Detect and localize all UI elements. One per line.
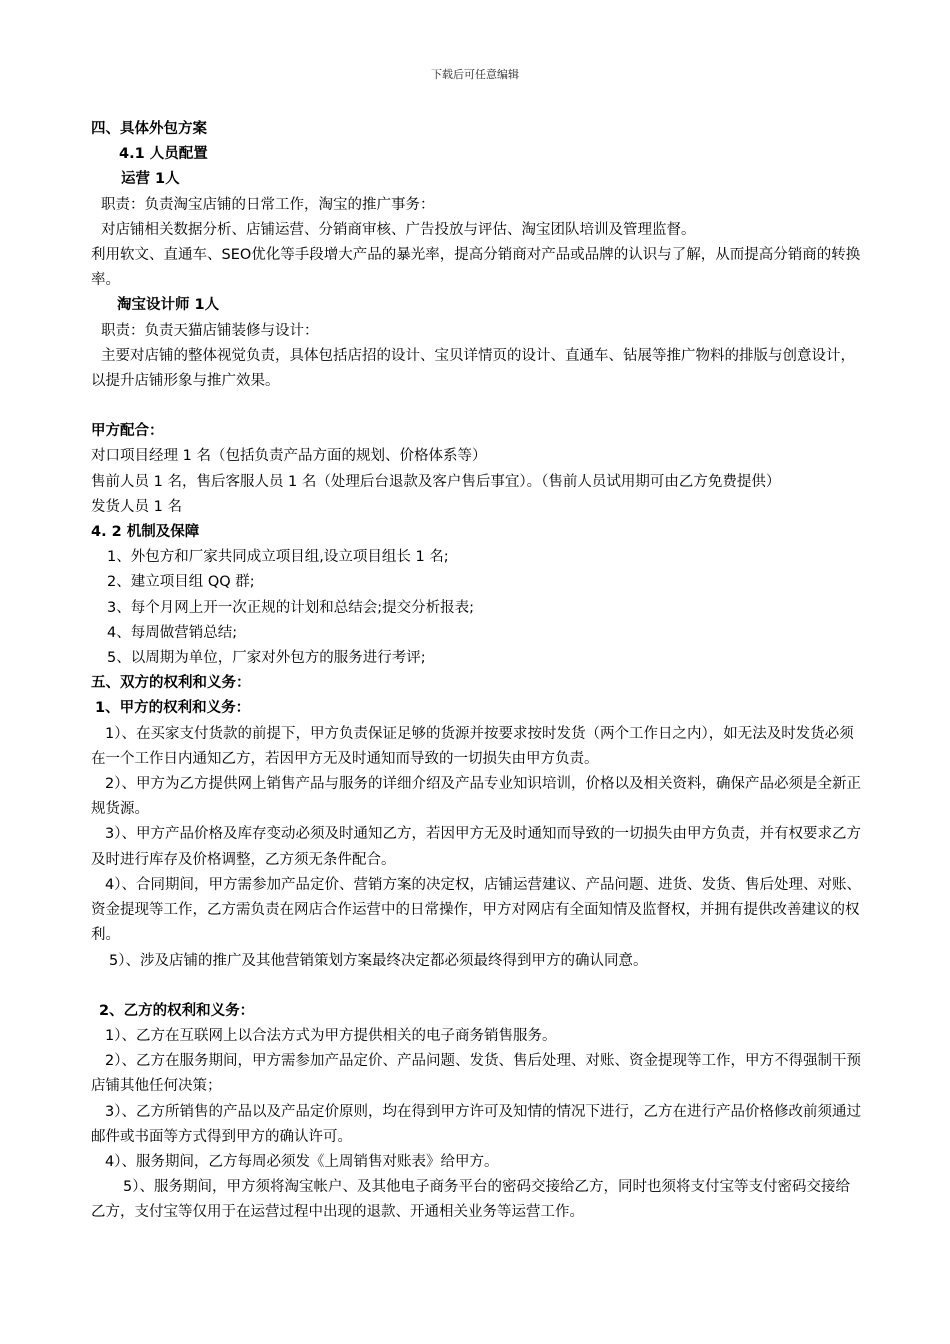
section-4-1-title: 4.1 人员配置 bbox=[119, 146, 208, 163]
party-b-rights-item: 1）、乙方在互联网上以合法方式为甲方提供相关的电子商务销售服务。 bbox=[105, 1027, 557, 1044]
party-b-rights-item: 5）、服务期间，甲方须将淘宝帐户、及其他电子商务平台的密码交接给乙方，同时也须将支付宝等支付密码交接给乙方，支付宝等仅用于在运营过程中出现的退款、开通相关业务等运营工作。 bbox=[91, 1179, 850, 1221]
party-a-rights-item: 1）、在买家支付货款的前提下，甲方负责保证足够的货源并按要求按时发货（两个工作日之内），如无法及时发货必须在一个工作日内通知乙方，若因甲方无及时通知而导致的一切损失由甲方负责。 bbox=[91, 725, 854, 767]
section-4-title: 四、具体外包方案 bbox=[91, 121, 207, 137]
document-body bbox=[91, 117, 861, 1226]
operations-paragraph-2: 利用软文、直通车、SEO优化等手段增大产品的暴光率，提高分销商对产品或品牌的认识与了解，从而提高分销商的转换率。 bbox=[91, 247, 861, 289]
mechanism-item: 3、每个月网上开一次正规的计划和总结会;提交分析报表; bbox=[107, 599, 474, 616]
mechanism-item: 2、建立项目组 QQ 群; bbox=[107, 574, 255, 591]
party-b-rights-item: 3）、乙方所销售的产品以及产品定价原则，均在得到甲方许可及知情的情况下进行，乙方在进行产品价格修改前须通过邮件或书面等方式得到甲方的确认许可。 bbox=[91, 1103, 861, 1145]
mechanism-item: 5、以周期为单位，厂家对外包方的服务进行考评; bbox=[107, 650, 426, 667]
operations-duty: 职责：负责淘宝店铺的日常工作，淘宝的推广事务： bbox=[101, 196, 435, 213]
section-5-title: 五、双方的权利和义务： bbox=[91, 675, 251, 692]
party-a-rights-item: 5）、涉及店铺的推广及其他营销策划方案最终决定都必须最终得到甲方的确认同意。 bbox=[109, 952, 648, 969]
mechanism-item: 4、每周做营销总结; bbox=[107, 624, 238, 641]
page-header: 下载后可任意编辑 bbox=[431, 68, 519, 81]
party-a-title: 甲方配合： bbox=[91, 423, 164, 440]
party-a-rights-title: 1、甲方的权利和义务： bbox=[95, 700, 251, 717]
party-a-rights-item: 4）、合同期间，甲方需参加产品定价、营销方案的决定权，店铺运营建议、产品问题、进货、发货、售后处理、对账、资金提现等工作，乙方需负责在网店合作运营中的日常操作，甲方对网店有全面知情及监督权，并拥有提供改善建议的权利。 bbox=[91, 876, 861, 944]
party-a-rights-item: 2）、甲方为乙方提供网上销售产品与服务的详细介绍及产品专业知识培训，价格以及相关资料，确保产品必须是全新正规货源。 bbox=[91, 776, 861, 818]
spacer bbox=[91, 974, 861, 999]
designer-duty: 职责：负责天猫店铺装修与设计： bbox=[101, 322, 319, 339]
designer-paragraph-1: 主要对店铺的整体视觉负责，具体包括店招的设计、宝贝详情页的设计、直通车、钻展等推广物料的排版与创意设计，以提升店铺形象与推广效果。 bbox=[91, 347, 855, 390]
party-b-rights-title: 2、乙方的权利和义务： bbox=[99, 1002, 255, 1019]
operations-title: 运营 1人 bbox=[121, 171, 180, 188]
party-a-line-1: 对口项目经理 1 名（包括负责产品方面的规划、价格体系等） bbox=[91, 448, 487, 465]
operations-paragraph-1: 对店铺相关数据分析、店铺运营、分销商审核、广告投放与评估、淘宝团队培训及管理监督。 bbox=[101, 221, 696, 238]
party-b-rights-item: 4）、服务期间，乙方每周必须发《上周销售对账表》给甲方。 bbox=[105, 1153, 499, 1170]
party-a-line-3: 发货人员 1 名 bbox=[91, 498, 182, 515]
designer-title: 淘宝设计师 1人 bbox=[117, 297, 220, 314]
mechanism-item: 1、外包方和厂家共同成立项目组,设立项目组长 1 名; bbox=[107, 549, 449, 566]
party-b-rights-item: 2）、乙方在服务期间，甲方需参加产品定价、产品问题、发货、售后处理、对账、资金提现等工作，甲方不得强制干预店铺其他任何决策； bbox=[91, 1053, 861, 1095]
section-4-2-title: 4. 2 机制及保障 bbox=[91, 524, 200, 541]
party-a-line-2: 售前人员 1 名，售后客服人员 1 名（处理后台退款及客户售后事宜）。（售前人员试用期可由乙方免费提供） bbox=[91, 473, 781, 490]
spacer bbox=[91, 394, 861, 419]
party-a-rights-item: 3）、甲方产品价格及库存变动必须及时通知乙方，若因甲方无及时通知而导致的一切损失由甲方负责，并有权要求乙方及时进行库存及价格调整，乙方须无条件配合。 bbox=[91, 826, 861, 868]
